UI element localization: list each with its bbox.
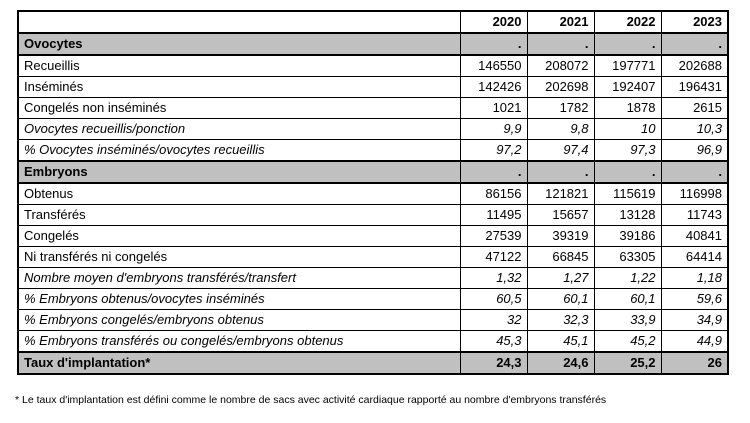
row-label: Inséminés	[18, 77, 460, 98]
cell-value: 47122	[460, 247, 527, 268]
cell-value: 40841	[661, 226, 728, 247]
cell-value: 202688	[661, 55, 728, 77]
year-header: 2020	[460, 11, 527, 33]
cell-value: 27539	[460, 226, 527, 247]
ivf-statistics-table	[17, 10, 729, 375]
cell-value: 115619	[594, 183, 661, 205]
cell-value: .	[661, 161, 728, 183]
table-row	[18, 247, 728, 268]
cell-value: .	[594, 33, 661, 55]
cell-value: 146550	[460, 55, 527, 77]
year-header: 2022	[594, 11, 661, 33]
row-label: Transférés	[18, 205, 460, 226]
cell-value: 24,6	[527, 352, 594, 374]
cell-value: 1,27	[527, 268, 594, 289]
row-label: Congelés	[18, 226, 460, 247]
cell-value: .	[527, 33, 594, 55]
cell-value: 1878	[594, 98, 661, 119]
cell-value: 97,3	[594, 140, 661, 162]
year-header-row	[18, 11, 728, 33]
table-row	[18, 331, 728, 353]
cell-value: 32,3	[527, 310, 594, 331]
cell-value: 34,9	[661, 310, 728, 331]
row-label: Ovocytes recueillis/ponction	[18, 119, 460, 140]
cell-value: 25,2	[594, 352, 661, 374]
cell-value: 32	[460, 310, 527, 331]
table-row	[18, 352, 728, 374]
cell-value: 63305	[594, 247, 661, 268]
cell-value: 60,1	[594, 289, 661, 310]
cell-value: 86156	[460, 183, 527, 205]
table-row	[18, 183, 728, 205]
corner-cell	[18, 11, 460, 33]
row-label: % Embryons obtenus/ovocytes inséminés	[18, 289, 460, 310]
table-row	[18, 289, 728, 310]
cell-value: 97,4	[527, 140, 594, 162]
cell-value: 197771	[594, 55, 661, 77]
table-row	[18, 310, 728, 331]
cell-value: 96,9	[661, 140, 728, 162]
cell-value: 33,9	[594, 310, 661, 331]
table-body	[18, 33, 728, 374]
cell-value: 192407	[594, 77, 661, 98]
cell-value: 116998	[661, 183, 728, 205]
cell-value: 11743	[661, 205, 728, 226]
cell-value: 10,3	[661, 119, 728, 140]
cell-value: 64414	[661, 247, 728, 268]
implantation-rate-footnote: * Le taux d'implantation est défini comme le nombre de sacs avec activité cardiaque rapporté au nombre d'embryons transférés	[15, 394, 607, 406]
cell-value: 97,2	[460, 140, 527, 162]
row-label: Congelés non inséminés	[18, 98, 460, 119]
cell-value: 45,3	[460, 331, 527, 353]
row-label: % Embryons congelés/embryons obtenus	[18, 310, 460, 331]
row-label: Recueillis	[18, 55, 460, 77]
cell-value: 60,1	[527, 289, 594, 310]
row-label: Nombre moyen d'embryons transférés/transfert	[18, 268, 460, 289]
cell-value: 59,6	[661, 289, 728, 310]
year-header: 2021	[527, 11, 594, 33]
row-label: Ovocytes	[18, 33, 460, 55]
cell-value: 13128	[594, 205, 661, 226]
cell-value: 39319	[527, 226, 594, 247]
row-label: Taux d'implantation*	[18, 352, 460, 374]
cell-value: 45,1	[527, 331, 594, 353]
table-row	[18, 226, 728, 247]
row-label: Embryons	[18, 161, 460, 183]
cell-value: 44,9	[661, 331, 728, 353]
cell-value: 121821	[527, 183, 594, 205]
cell-value: 26	[661, 352, 728, 374]
cell-value: 15657	[527, 205, 594, 226]
table-row	[18, 119, 728, 140]
cell-value: 24,3	[460, 352, 527, 374]
cell-value: 2615	[661, 98, 728, 119]
cell-value: 66845	[527, 247, 594, 268]
cell-value: 1,18	[661, 268, 728, 289]
cell-value: 45,2	[594, 331, 661, 353]
row-label: % Ovocytes inséminés/ovocytes recueillis	[18, 140, 460, 162]
table-row	[18, 33, 728, 55]
cell-value: 196431	[661, 77, 728, 98]
year-header: 2023	[661, 11, 728, 33]
cell-value: .	[460, 161, 527, 183]
cell-value: 1,32	[460, 268, 527, 289]
table-row	[18, 140, 728, 162]
cell-value: 208072	[527, 55, 594, 77]
table-row	[18, 268, 728, 289]
cell-value: .	[594, 161, 661, 183]
cell-value: 60,5	[460, 289, 527, 310]
cell-value: 11495	[460, 205, 527, 226]
cell-value: .	[460, 33, 527, 55]
cell-value: 10	[594, 119, 661, 140]
row-label: Ni transférés ni congelés	[18, 247, 460, 268]
cell-value: 1782	[527, 98, 594, 119]
cell-value: 9,9	[460, 119, 527, 140]
cell-value: 1,22	[594, 268, 661, 289]
cell-value: 39186	[594, 226, 661, 247]
table-row	[18, 77, 728, 98]
table-row	[18, 205, 728, 226]
row-label: % Embryons transférés ou congelés/embryons obtenus	[18, 331, 460, 353]
table-row	[18, 98, 728, 119]
table-row	[18, 161, 728, 183]
cell-value: 142426	[460, 77, 527, 98]
row-label: Obtenus	[18, 183, 460, 205]
cell-value: .	[527, 161, 594, 183]
cell-value: 9,8	[527, 119, 594, 140]
table-row	[18, 55, 728, 77]
cell-value: 202698	[527, 77, 594, 98]
cell-value: 1021	[460, 98, 527, 119]
cell-value: .	[661, 33, 728, 55]
